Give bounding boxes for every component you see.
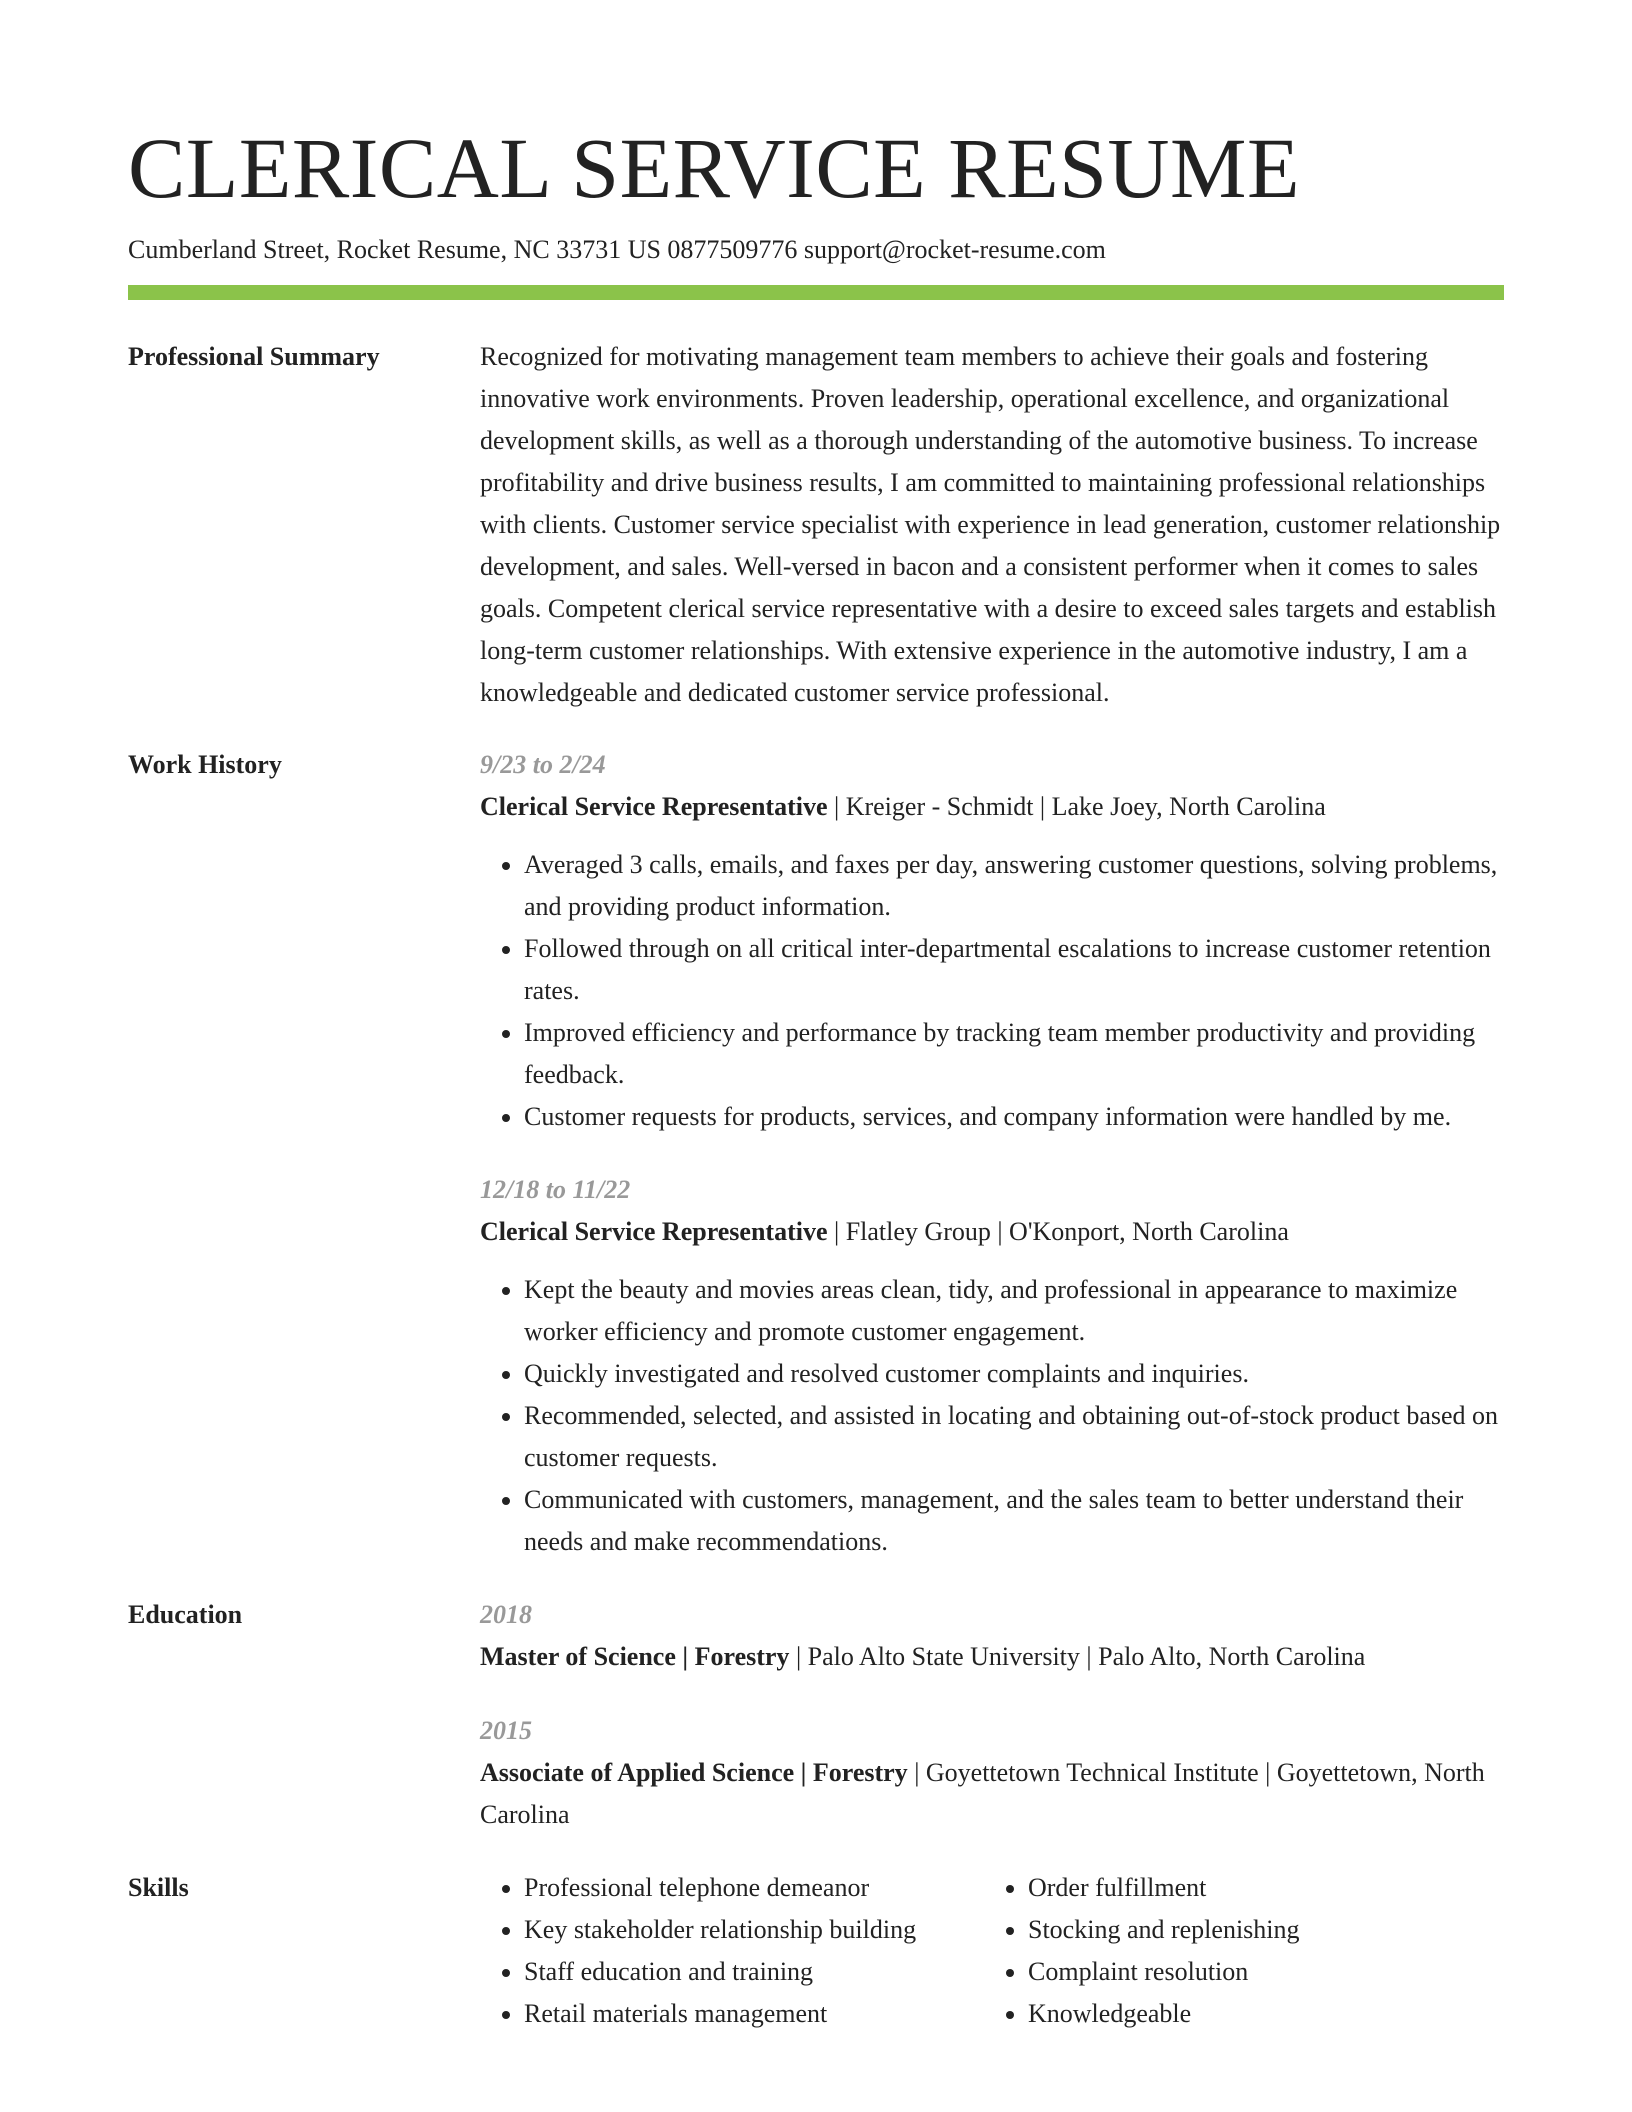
skills-list-right xyxy=(984,1867,1300,2035)
education-degree: Master of Science | Forestry xyxy=(480,1642,790,1671)
job-title: Clerical Service Representative xyxy=(480,1217,828,1246)
skill-item: • Retail materials management xyxy=(524,1993,984,2035)
job-title: Clerical Service Representative xyxy=(480,792,828,821)
education-year: 2015 xyxy=(480,1716,532,1745)
job-bullet: • Customer requests for products, services, and company information were handled by me. xyxy=(524,1096,1504,1138)
resume-page xyxy=(128,118,1504,2035)
summary-section xyxy=(128,336,1504,714)
skill-item: • Complaint resolution xyxy=(1028,1951,1300,1993)
education-heading: Education xyxy=(128,1600,243,1629)
skills-heading: Skills xyxy=(128,1873,189,1902)
skills-list-left xyxy=(480,1867,984,2035)
job-entry xyxy=(480,1169,1504,1563)
education-body xyxy=(480,1594,1504,1836)
job-bullet: • Improved efficiency and performance by tracking team member productivity and providing feedback. xyxy=(524,1012,1504,1096)
skills-columns xyxy=(480,1867,1504,2035)
summary-body xyxy=(480,336,1504,714)
summary-heading: Professional Summary xyxy=(128,342,380,371)
summary-text: Recognized for motivating management team members to achieve their goals and fostering innovative work environments. Proven leadership, operational excellence, and organizational development skills, as well as a thorough understanding of the automotive business. To increase profitability and drive business results, I am committed to maintaining professional relationships with clients. Customer service specialist with experience in lead generation, customer relationship development, and sales. Well-versed in bacon and a consistent performer when it comes to sales goals. Competent clerical service representative with a desire to exceed sales targets and establish long-term customer relationships. With extensive experience in the automotive industry, I am a knowledgeable and dedicated customer service professional. xyxy=(480,342,1501,707)
skill-item: • Order fulfillment xyxy=(1028,1867,1300,1909)
job-bullet: • Communicated with customers, management, and the sales team to better understand their needs and make recommendations. xyxy=(524,1479,1504,1563)
education-degree-line xyxy=(480,1636,1504,1678)
education-section xyxy=(128,1594,1504,1836)
job-bullet: • Followed through on all critical inter-departmental escalations to increase customer retention rates. xyxy=(524,928,1504,1012)
resume-title: CLERICAL SERVICE RESUME xyxy=(128,120,1301,216)
contact-line: Cumberland Street, Rocket Resume, NC 33731 US 0877509776 support@rocket-resume.com xyxy=(128,235,1106,264)
education-year: 2018 xyxy=(480,1600,532,1629)
skills-section xyxy=(128,1867,1504,2035)
skill-item: • Stocking and replenishing xyxy=(1028,1909,1300,1951)
education-details: | Goyettetown Technical Institute | Goyettetown, North Carolina xyxy=(480,1758,1485,1829)
education-degree-line xyxy=(480,1752,1504,1836)
skills-body xyxy=(480,1867,1504,2035)
skill-item: • Staff education and training xyxy=(524,1951,984,1993)
work-history-body xyxy=(480,744,1504,1563)
education-entry xyxy=(480,1594,1504,1678)
job-bullet: • Kept the beauty and movies areas clean, tidy, and professional in appearance to maximize worker efficiency and promote customer engagement. xyxy=(524,1269,1504,1353)
education-entry xyxy=(480,1710,1504,1836)
skill-item: • Professional telephone demeanor xyxy=(524,1867,984,1909)
accent-divider xyxy=(128,285,1504,300)
job-bullets xyxy=(480,1269,1504,1563)
job-role-line xyxy=(480,1211,1504,1253)
job-details: | Kreiger - Schmidt | Lake Joey, North Carolina xyxy=(827,792,1326,821)
job-entry xyxy=(480,744,1504,1138)
job-bullets xyxy=(480,844,1504,1138)
job-bullet: • Recommended, selected, and assisted in locating and obtaining out-of-stock product based on customer requests. xyxy=(524,1395,1504,1479)
work-history-heading: Work History xyxy=(128,750,282,779)
job-bullet: • Averaged 3 calls, emails, and faxes per day, answering customer questions, solving problems, and providing product information. xyxy=(524,844,1504,928)
skill-item: • Key stakeholder relationship building xyxy=(524,1909,984,1951)
job-dates: 9/23 to 2/24 xyxy=(480,750,606,779)
job-dates: 12/18 to 11/22 xyxy=(480,1175,631,1204)
skill-item: • Knowledgeable xyxy=(1028,1993,1300,2035)
education-details: | Palo Alto State University | Palo Alto, North Carolina xyxy=(789,1642,1366,1671)
job-role-line xyxy=(480,786,1504,828)
job-bullet: • Quickly investigated and resolved customer complaints and inquiries. xyxy=(524,1353,1504,1395)
work-history-section xyxy=(128,744,1504,1563)
education-degree: Associate of Applied Science | Forestry xyxy=(480,1758,908,1787)
job-details: | Flatley Group | O'Konport, North Carolina xyxy=(827,1217,1289,1246)
